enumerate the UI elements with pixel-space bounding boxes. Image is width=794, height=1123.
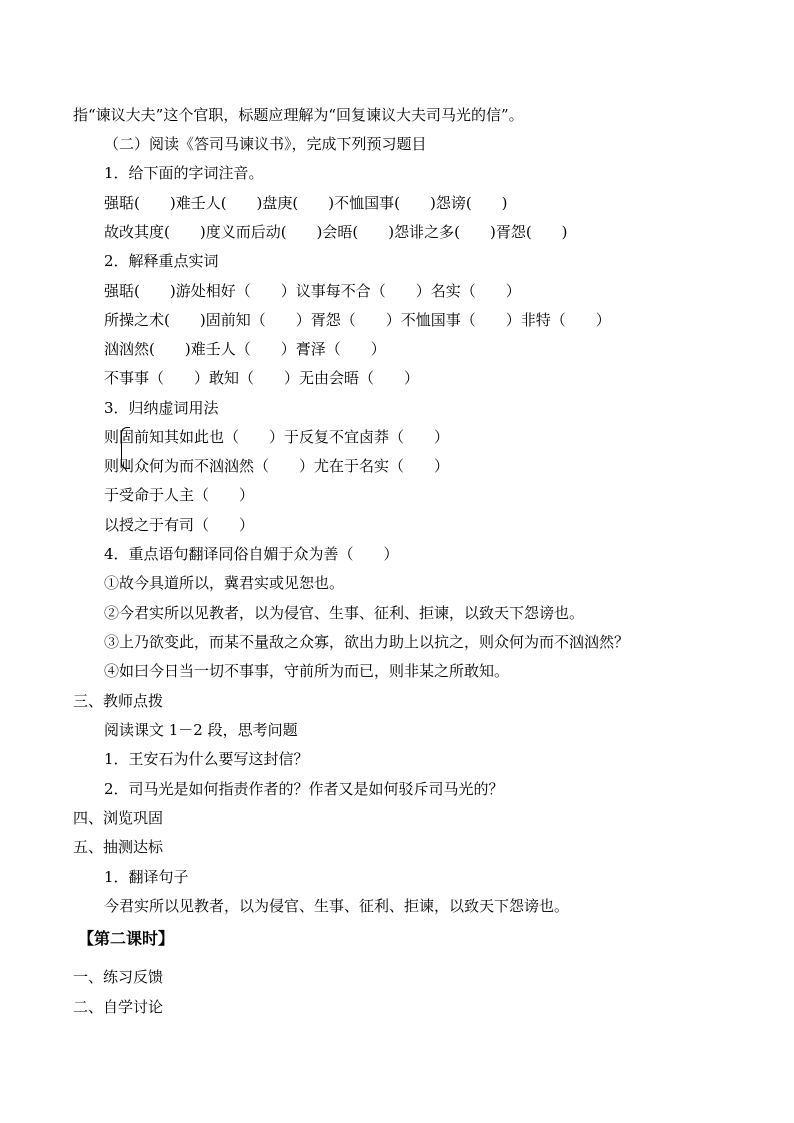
text-line: ④如曰今日当一切不事事，守前所为而已，则非某之所敢知。 bbox=[104, 662, 510, 680]
text-line: 则固前知其如此也（ ）于反复不宜卤莽（ ） bbox=[104, 428, 450, 446]
question-title: 4．重点语句翻译同俗自媚于众为善（ ） bbox=[104, 545, 399, 563]
section-title: 五、抽测达标 bbox=[73, 838, 164, 856]
section-title: 三、教师点拨 bbox=[73, 692, 164, 710]
question-title: 3．归纳虚词用法 bbox=[104, 399, 219, 417]
text-line: 则则众何为而不汹汹然（ ）尤在于名实（ ） bbox=[104, 457, 450, 475]
section-title: 一、练习反馈 bbox=[73, 968, 164, 986]
text-line: 于受命于人主（ ） bbox=[104, 486, 255, 504]
text-line: ②今君实所以见教者，以为侵官、生事、征利、拒谏，以致天下怨谤也。 bbox=[104, 604, 585, 622]
text-line: 阅读课文 1－2 段，思考问题 bbox=[104, 721, 298, 739]
text-line: 强聒( )难壬人( )盘庚( )不恤国事( )怨谤( ) bbox=[104, 194, 508, 212]
text-line: 2．司马光是如何指责作者的？作者又是如何驳斥司马光的？ bbox=[104, 780, 504, 798]
text-line: 以授之于有司（ ） bbox=[104, 516, 255, 534]
text-line: 故改其度( )度义而后动( )会晤( )怨诽之多( )胥怨( ) bbox=[104, 223, 568, 241]
text-line: 强聒( )游处相好（ ）议事每不合（ ）名实（ ） bbox=[104, 282, 521, 300]
section-title: 二、自学讨论 bbox=[73, 998, 164, 1016]
text-line: 汹汹然( )难壬人（ ）膏泽（ ） bbox=[104, 340, 386, 358]
question-title: 1．给下面的字词注音。 bbox=[104, 164, 264, 182]
text-line: 1．王安石为什么要写这封信？ bbox=[104, 750, 309, 768]
section-title: 四、浏览巩固 bbox=[73, 809, 164, 827]
text-line: ①故今具道所以，冀君实或见恕也。 bbox=[104, 574, 345, 592]
text-line: 所操之术( )固前知（ ）胥怨（ ）不恤国事（ ）非特（ ） bbox=[104, 311, 611, 329]
section-title: （二）阅读《答司马谏议书》，完成下列预习题目 bbox=[104, 135, 427, 153]
text-line: 指“谏议大夫”这个官职，标题应理解为“回复谏议大夫司马光的信”。 bbox=[73, 106, 524, 124]
lesson-heading: 【第二课时】 bbox=[78, 929, 175, 948]
brace-mark bbox=[121, 427, 130, 469]
text-line: 不事事（ ）敢知（ ）无由会晤（ ） bbox=[104, 369, 420, 387]
question-title: 2．解释重点实词 bbox=[104, 252, 219, 270]
text-line: ③上乃欲变此，而某不量敌之众寡，欲出力助上以抗之，则众何为而不汹汹然？ bbox=[104, 633, 630, 651]
question-title: 1．翻译句子 bbox=[104, 868, 189, 886]
text-line: 今君实所以见教者，以为侵官、生事、征利、拒谏，以致天下怨谤也。 bbox=[104, 897, 570, 915]
